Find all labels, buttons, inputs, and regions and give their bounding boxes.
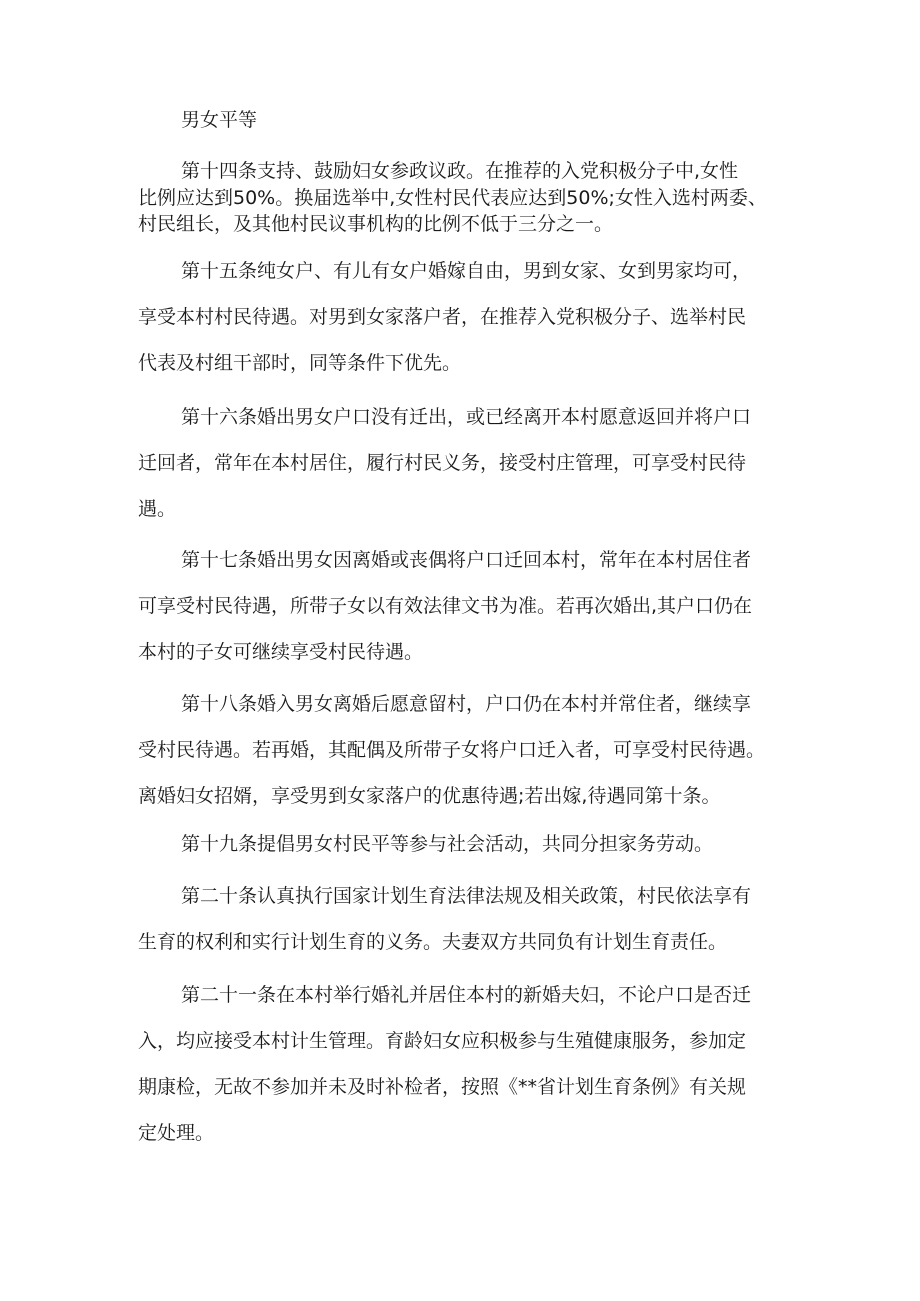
article-20-line-1: 第二十条认真执行国家计划生育法律法规及相关政策，村民依法享有 [181, 885, 752, 907]
article-18-line-2: 受村民待遇。若再婚，其配偶及所带子女将户口迁入者，可享受村民待遇。 [138, 739, 766, 761]
article-21-line-1: 第二十一条在本村举行婚礼并居住本村的新婚夫妇，不论户口是否迁 [181, 984, 752, 1006]
article-15-line-1: 第十五条纯女户、有儿有女户婚嫁自由，男到女家、女到男家均可， [181, 260, 752, 282]
article-17-line-2: 可享受村民待遇，所带子女以有效法律文书为准。若再次婚出,其户口仍在 [138, 595, 753, 617]
article-18-line-3: 离婚妇女招婿，享受男到女家落户的优惠待遇;若出嫁,待遇同第十条。 [138, 785, 721, 807]
article-16-line-1: 第十六条婚出男女户口没有迁出，或已经离开本村愿意返回并将户口 [181, 406, 752, 428]
article-17-line-3: 本村的子女可继续享受村民待遇。 [138, 641, 424, 663]
section-heading: 男女平等 [181, 109, 258, 131]
article-21-line-2: 入，均应接受本村计生管理。育龄妇女应积极参与生殖健康服务，参加定 [138, 1030, 747, 1052]
article-20-line-2: 生育的权利和实行计划生育的义务。夫妻双方共同负有计划生育责任。 [138, 931, 728, 953]
article-14-line-3: 村民组长，及其他村民议事机构的比例不低于三分之一。 [138, 213, 614, 235]
article-17-line-1: 第十七条婚出男女因离婚或丧偶将户口迁回本村，常年在本村居住者 [181, 549, 752, 571]
article-15-line-3: 代表及村组干部时，同等条件下优先。 [138, 352, 462, 374]
article-19-line-1: 第十九条提倡男女村民平等参与社会活动，共同分担家务劳动。 [181, 833, 714, 855]
article-15-line-2: 享受本村村民待遇。对男到女家落户者，在推荐入党积极分子、选举村民 [138, 306, 747, 328]
article-16-line-3: 遇。 [138, 498, 177, 520]
article-14-line-2: 比例应达到50%。换届选举中,女性村民代表应达到50%;女性入选村两委、 [138, 187, 767, 209]
article-14-line-1: 第十四条支持、鼓励妇女参政议政。在推荐的入党积极分子中,女性 [181, 160, 739, 182]
article-18-line-1: 第十八条婚入男女离婚后愿意留村，户口仍在本村并常住者，继续享 [181, 693, 752, 715]
article-21-line-3: 期康检，无故不参加并未及时补检者，按照《**省计划生育条例》有关规 [138, 1076, 747, 1098]
article-16-line-2: 迁回者，常年在本村居住，履行村民义务，接受村庄管理，可享受村民待 [138, 452, 747, 474]
article-21-line-4: 定处理。 [138, 1122, 215, 1144]
